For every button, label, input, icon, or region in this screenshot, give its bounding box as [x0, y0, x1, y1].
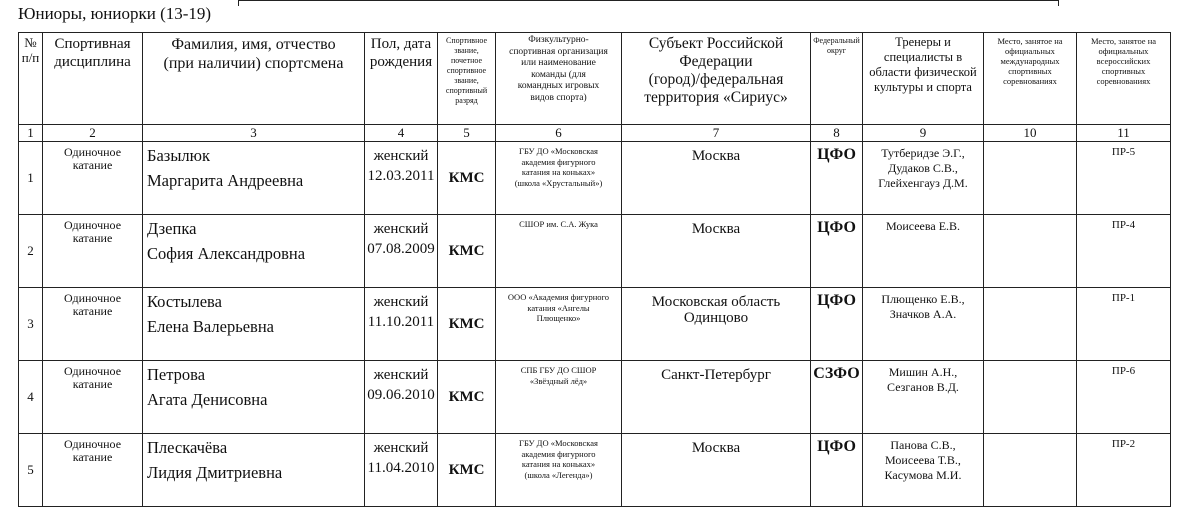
header-rank: Спортивное звание, почетное спортивное звание, спортивный разряд — [438, 33, 496, 125]
athlete-surname: Базылюк — [147, 146, 210, 165]
organization-cell: ГБУ ДО «Московская академия фигурного катания на коньках» (школа «Легенда») — [496, 434, 622, 507]
discipline-cell: Одиночное катание — [43, 434, 143, 507]
federal-district-cell: СЗФО — [811, 361, 863, 434]
birth-date: 09.06.2010 — [367, 387, 435, 403]
national-place-cell: ПР-5 — [1077, 142, 1171, 215]
table-row — [19, 288, 1171, 361]
athlete-given-names: Агата Денисовна — [147, 390, 268, 409]
federal-district-cell: ЦФО — [811, 288, 863, 361]
column-number: 10 — [984, 125, 1077, 142]
gender: женский — [373, 294, 429, 310]
header-index: № п/п — [19, 33, 43, 125]
subject-cell: Московская область Одинцово — [622, 288, 811, 361]
column-number: 11 — [1077, 125, 1171, 142]
top-border-tick — [1058, 0, 1059, 6]
table-row — [19, 215, 1171, 288]
header-coaches: Тренеры и специалисты в области физической культуры и спорта — [863, 33, 984, 125]
national-place-cell: ПР-6 — [1077, 361, 1171, 434]
coaches-cell: Моисеева Е.В. — [863, 215, 984, 288]
rank-cell: КМС — [438, 215, 496, 288]
header-row — [19, 33, 1171, 125]
subject-cell: Москва — [622, 434, 811, 507]
row-index: 4 — [19, 361, 43, 434]
column-number: 5 — [438, 125, 496, 142]
top-border-tick — [238, 0, 239, 6]
top-border-line — [238, 0, 1058, 1]
national-place-cell: ПР-4 — [1077, 215, 1171, 288]
subject-cell: Москва — [622, 142, 811, 215]
birth-date: 07.08.2009 — [367, 241, 435, 257]
gender: женский — [373, 221, 429, 237]
rank-cell: КМС — [438, 288, 496, 361]
coaches-cell: Панова С.В., Моисеева Т.В., Касумова М.И. — [863, 434, 984, 507]
header-full-name: Фамилия, имя, отчество (при наличии) спортсмена — [143, 33, 365, 125]
athlete-given-names: Елена Валерьевна — [147, 317, 274, 336]
row-index: 5 — [19, 434, 43, 507]
column-number: 4 — [365, 125, 438, 142]
discipline-cell: Одиночное катание — [43, 288, 143, 361]
intl-place-cell — [984, 215, 1077, 288]
athlete-name-cell — [143, 288, 365, 361]
gender-dob-cell — [365, 142, 438, 215]
intl-place-cell — [984, 434, 1077, 507]
athlete-given-names: София Александровна — [147, 244, 306, 263]
column-number-row — [19, 125, 1171, 142]
rank-cell: КМС — [438, 434, 496, 507]
header-gender-dob: Пол, дата рождения — [365, 33, 438, 125]
header-subject: Субъект Российской Федерации (город)/федеральная территория «Сириус» — [622, 33, 811, 125]
coaches-cell: Тутберидзе Э.Г., Дудаков С.В., Глейхенгауз Д.М. — [863, 142, 984, 215]
gender-dob-cell — [365, 215, 438, 288]
national-place-cell: ПР-2 — [1077, 434, 1171, 507]
table-row — [19, 434, 1171, 507]
gender: женский — [373, 367, 429, 383]
gender-dob-cell — [365, 361, 438, 434]
header-organization: Физкультурно- спортивная организация или наименование команды (для командных игровых видов спорта) — [496, 33, 622, 125]
birth-date: 11.04.2010 — [367, 460, 435, 476]
gender-dob-cell — [365, 288, 438, 361]
athlete-surname: Дзепка — [147, 219, 197, 238]
intl-place-cell — [984, 142, 1077, 215]
discipline-cell: Одиночное катание — [43, 142, 143, 215]
column-number: 2 — [43, 125, 143, 142]
organization-cell: СШОР им. С.А. Жука — [496, 215, 622, 288]
row-index: 2 — [19, 215, 43, 288]
coaches-cell: Мишин А.Н., Сезганов В.Д. — [863, 361, 984, 434]
federal-district-cell: ЦФО — [811, 215, 863, 288]
organization-cell: ГБУ ДО «Московская академия фигурного катания на коньках» (школа «Хрустальный») — [496, 142, 622, 215]
table-row — [19, 142, 1171, 215]
header-national-place: Место, занятое на официальных всероссийских спортивных соревнованиях — [1077, 33, 1171, 125]
gender: женский — [373, 148, 429, 164]
header-intl-place: Место, занятое на официальных международных спортивных соревнованиях — [984, 33, 1077, 125]
birth-date: 12.03.2011 — [367, 168, 435, 184]
row-index: 3 — [19, 288, 43, 361]
discipline-cell: Одиночное катание — [43, 215, 143, 288]
athlete-given-names: Маргарита Андреевна — [147, 171, 304, 190]
gender-dob-cell — [365, 434, 438, 507]
column-number: 8 — [811, 125, 863, 142]
birth-date: 11.10.2011 — [367, 314, 435, 330]
organization-cell: ООО «Академия фигурного катания «Ангелы Плющенко» — [496, 288, 622, 361]
coaches-cell: Плющенко Е.В., Значков А.А. — [863, 288, 984, 361]
subject-cell: Санкт-Петербург — [622, 361, 811, 434]
rank-cell: КМС — [438, 142, 496, 215]
table-row — [19, 361, 1171, 434]
subject-cell: Москва — [622, 215, 811, 288]
header-federal-district: Федеральный округ — [811, 33, 863, 125]
athlete-name-cell — [143, 434, 365, 507]
column-number: 6 — [496, 125, 622, 142]
athlete-surname: Плескачёва — [147, 438, 228, 457]
athlete-name-cell — [143, 215, 365, 288]
athletes-table — [18, 32, 1171, 507]
athlete-given-names: Лидия Дмитриевна — [147, 463, 283, 482]
athlete-surname: Костылева — [147, 292, 222, 311]
athlete-name-cell — [143, 142, 365, 215]
organization-cell: СПБ ГБУ ДО СШОР «Звёздный лёд» — [496, 361, 622, 434]
column-number: 9 — [863, 125, 984, 142]
athlete-surname: Петрова — [147, 365, 206, 384]
header-discipline: Спортивная дисциплина — [43, 33, 143, 125]
column-number: 3 — [143, 125, 365, 142]
column-number: 7 — [622, 125, 811, 142]
intl-place-cell — [984, 288, 1077, 361]
page-title: Юниоры, юниорки (13-19) — [18, 4, 212, 23]
discipline-cell: Одиночное катание — [43, 361, 143, 434]
federal-district-cell: ЦФО — [811, 434, 863, 507]
gender: женский — [373, 440, 429, 456]
athlete-name-cell — [143, 361, 365, 434]
intl-place-cell — [984, 361, 1077, 434]
column-number: 1 — [19, 125, 43, 142]
federal-district-cell: ЦФО — [811, 142, 863, 215]
rank-cell: КМС — [438, 361, 496, 434]
row-index: 1 — [19, 142, 43, 215]
national-place-cell: ПР-1 — [1077, 288, 1171, 361]
